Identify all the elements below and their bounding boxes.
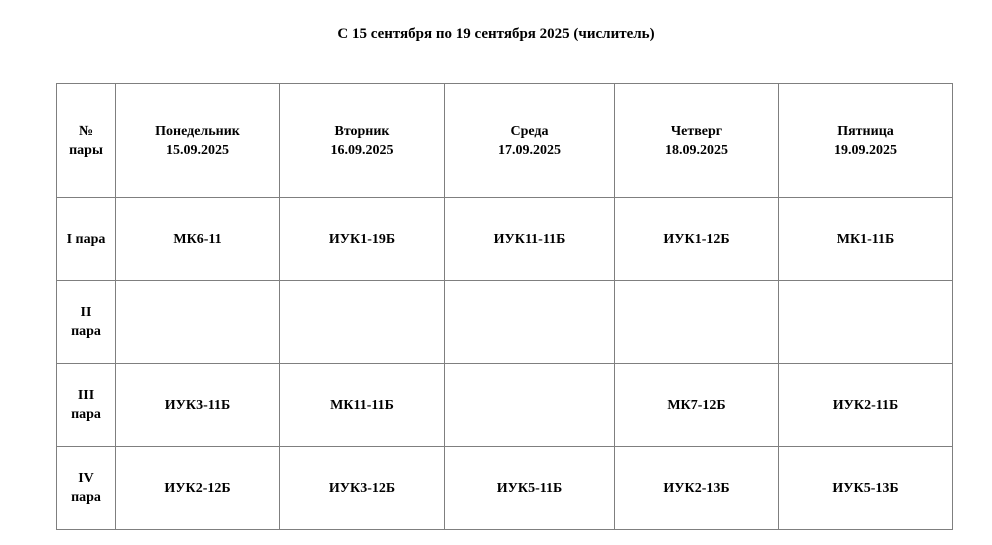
schedule-cell: ИУК2-11Б: [779, 364, 953, 447]
day-date: 19.09.2025: [834, 142, 897, 158]
day-name: Пятница: [837, 123, 894, 139]
header-lesson-number-line: №: [78, 123, 94, 139]
lesson-label: [57, 198, 116, 281]
lesson-row-2: [57, 281, 953, 364]
header-row: [57, 84, 953, 198]
schedule-cell: [116, 281, 280, 364]
day-date: 18.09.2025: [665, 142, 728, 158]
day-date: 17.09.2025: [498, 142, 561, 158]
schedule-cell: ИУК11-11Б: [445, 198, 615, 281]
lesson-row-1: [57, 198, 953, 281]
lesson-row-3: [57, 364, 953, 447]
schedule-cell: ИУК5-11Б: [445, 447, 615, 530]
header-lesson-number-line: пары: [69, 142, 103, 158]
header-day-thursday: [615, 84, 779, 198]
lesson-label: [57, 281, 116, 364]
schedule-cell: [445, 281, 615, 364]
lesson-label-line: пара: [71, 324, 101, 339]
header-day-wednesday: [445, 84, 615, 198]
header-day-friday: [779, 84, 953, 198]
header-lesson-number: [57, 84, 116, 198]
day-date: 16.09.2025: [330, 142, 394, 158]
schedule-cell: МК11-11Б: [280, 364, 445, 447]
header-day-tuesday: [280, 84, 445, 198]
schedule-cell: [615, 281, 779, 364]
schedule-cell: [280, 281, 445, 364]
schedule-cell: ИУК1-19Б: [280, 198, 445, 281]
schedule-cell: ИУК2-13Б: [615, 447, 779, 530]
lesson-label: [57, 447, 116, 530]
schedule-cell: [779, 281, 953, 364]
day-date: 15.09.2025: [166, 142, 229, 158]
schedule-cell: ИУК3-11Б: [116, 364, 280, 447]
lesson-row-4: [57, 447, 953, 530]
lesson-label-line: I пара: [66, 231, 106, 247]
lesson-label: [57, 364, 116, 447]
lesson-label-line: пара: [71, 407, 101, 422]
lesson-label-line: II: [80, 305, 92, 320]
schedule-cell: [445, 364, 615, 447]
header-day-monday: [116, 84, 280, 198]
schedule-cell: ИУК2-12Б: [116, 447, 280, 530]
day-name: Четверг: [670, 123, 723, 139]
schedule-cell: ИУК3-12Б: [280, 447, 445, 530]
lesson-label-line: III: [77, 388, 95, 403]
schedule-table: [56, 83, 953, 530]
schedule-cell: ИУК1-12Б: [615, 198, 779, 281]
day-name: Понедельник: [155, 123, 240, 139]
schedule-cell: МК1-11Б: [779, 198, 953, 281]
lesson-label-line: пара: [71, 490, 101, 505]
schedule-cell: МК6-11: [116, 198, 280, 281]
schedule-cell: ИУК5-13Б: [779, 447, 953, 530]
day-name: Вторник: [334, 123, 390, 139]
lesson-label-line: IV: [78, 471, 94, 486]
schedule-cell: МК7-12Б: [615, 364, 779, 447]
page-title: С 15 сентября по 19 сентября 2025 (числитель): [337, 26, 655, 42]
day-name: Среда: [510, 123, 549, 139]
